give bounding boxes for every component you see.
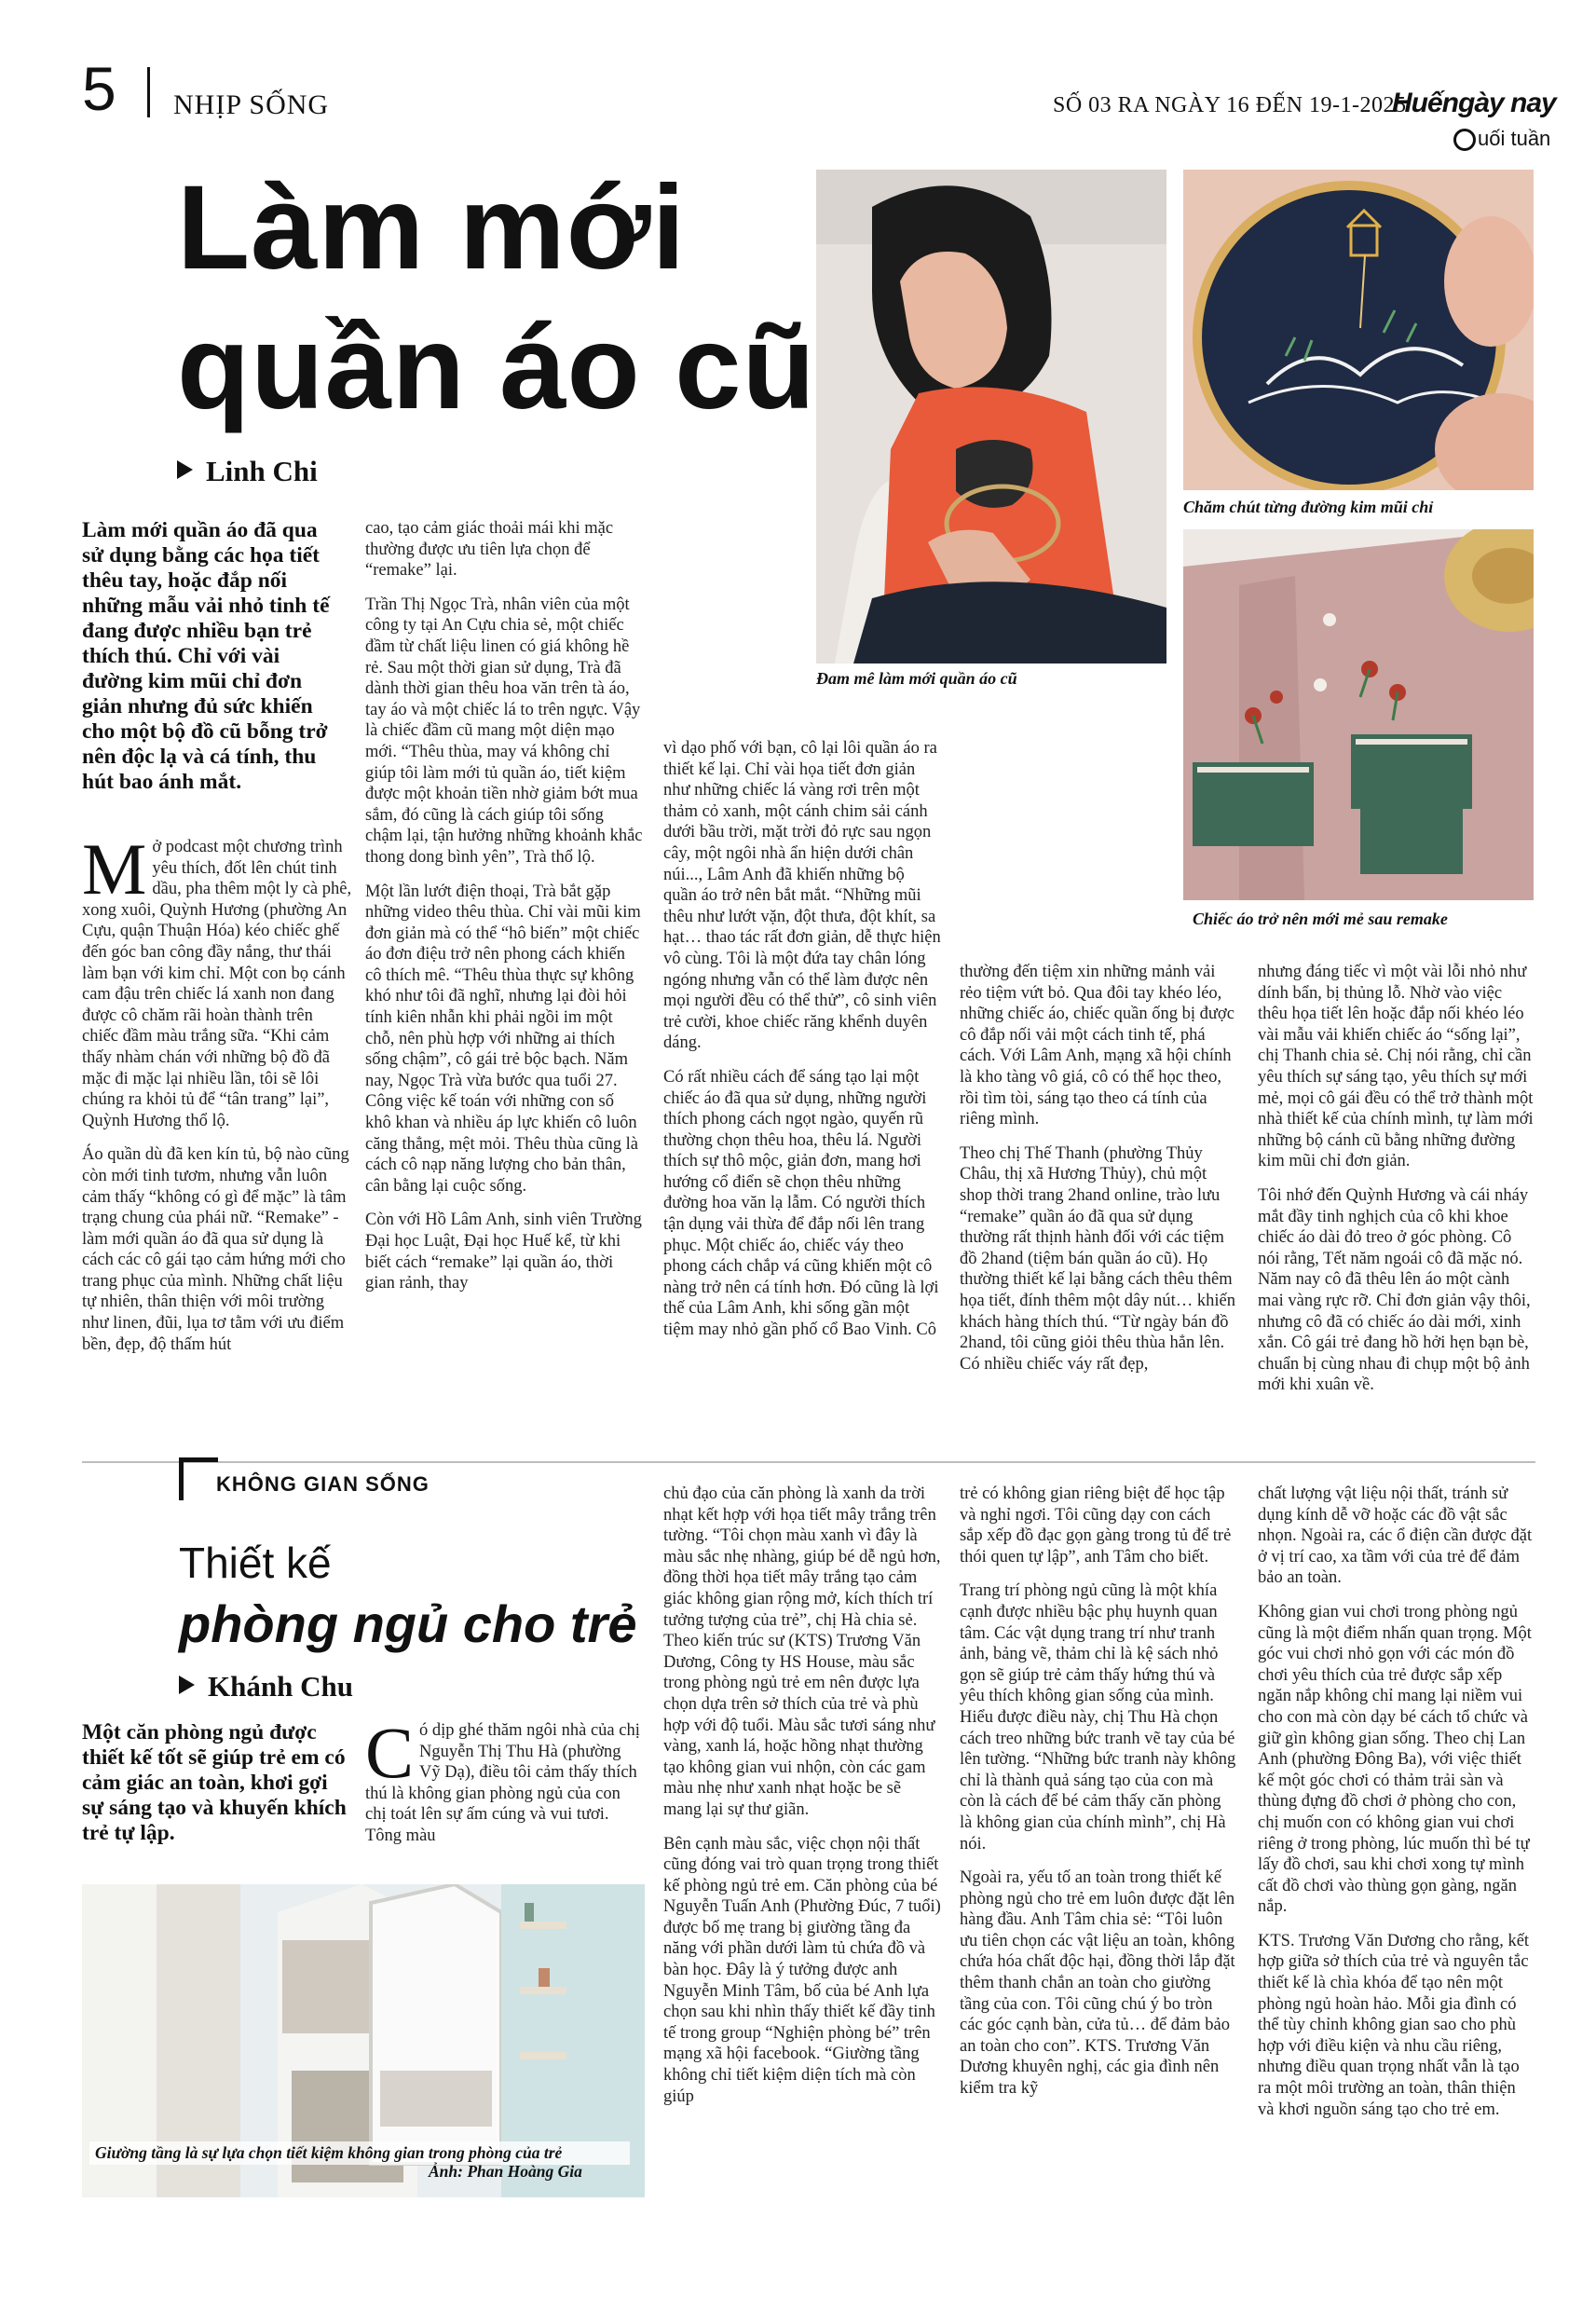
paragraph: Trần Thị Ngọc Trà, nhân viên của một công ty tại An Cựu chia sẻ, một chiếc đầm từ chất liệu linen có giá không hề rẻ. Sau một thời gian sử dụng, Trà đã dành thời gian thêu hoa văn trên tà áo, tay áo và một chiếc lá to trên ngực. Vậy là chiếc đầm cũ mang một diện mạo mới. “Thêu thùa, may vá không chỉ giúp tôi làm mới tủ quần áo, tiết kiệm được một khoản tiền nhờ giảm bớt mua sắm, đó cũng là cách giúp tôi sống chậm lại, tận hưởng những khoảnh khắc thong dong bình yên”, Trà thổ lộ. (365, 595, 643, 867)
brand-logo: Huếngày nay (1392, 88, 1556, 118)
paragraph: Tôi nhớ đến Quỳnh Hương và cái nháy mắt đầy tinh nghịch của cô khi khoe chiếc áo dài đỏ treo ở góc phòng. Cô nói rằng, Tết năm ngoái cô đã mặc nó. Năm nay cô đã thêu lên áo một cành mai vàng rực rỡ. Chỉ đơn giản vậy thôi, nhưng cô đã có chiếc áo dài mới, xinh xắn. Cô gái trẻ đang hồ hởi hẹn bạn bè, chuẩn bị cùng nhau đi chụp một bộ ảnh mới khi xuân về. (1258, 1185, 1531, 1395)
paragraph: Trang trí phòng ngủ cũng là một khía cạnh được nhiều bậc phụ huynh quan tâm. Các vật dụng trang trí như tranh ảnh, bảng vẽ, thảm chỉ là kệ sách nhỏ gọn sẽ giúp trẻ cảm thấy hứng thú và yêu thích không gian sống của mình. Hiểu được điều này, chị Thu Hà chọn cách treo những bức tranh vẽ tay của bé lên tường. “Những bức tranh này không chỉ là thành quả sáng tạo của con mà còn là cách để bé cảm thấy căn phòng là không gian của chính mình”, chị Hà nói. (960, 1581, 1236, 1854)
paragraph: Không gian vui chơi trong phòng ngủ cũng là một điểm nhấn quan trọng. Một góc vui chơi nhỏ gọn với các món đồ chơi yêu thích của trẻ được sắp xếp ngăn nắp không chỉ mang lại niềm vui cho con mà còn dạy bé cách tổ chức và giữ gìn không gian sống. Theo chị Lan Anh (phường Đông Ba), với việc thiết kế một góc chơi có thảm trải sàn và thùng đựng đồ chơi ở phòng cho con, chị muốn con có không gian vui chơi riêng ở trong phòng, lúc muốn thì bé tự lấy đồ chơi, sau khi chơi xong tự mình cất đồ chơi vào thùng gọn gàng, ngăn nắp. (1258, 1602, 1532, 1917)
brand-sub-text: uối tuần (1478, 127, 1551, 150)
caption-bedroom: Giường tầng là sự lựa chọn tiết kiệm không gian trong phòng của trẻ (89, 2141, 630, 2165)
dropcap: C (365, 1712, 415, 1793)
paragraph: vì dạo phố với bạn, cô lại lôi quần áo ra thiết kế lại. Chỉ vài họa tiết đơn giản như những chiếc lá vàng rơi trên một thảm cỏ xanh, một cánh chim sải cánh dưới bầu trời, mặt trời đỏ rực sau ngọn cây, một ngôi nhà ẩn hiện dưới chân núi..., Lâm Anh đã khiến những bộ quần áo trở nên bắt mắt. “Những mũi thêu như lướt vặn, đột thưa, đột khít, sa hạt… thao tác rất đơn giản, dễ thực hiện vô cùng. Tôi là một đứa tay chân lóng ngóng nhưng vẫn có thể làm được nên mọi người đều có thể thử”, cô sinh viên trẻ cười, khoe chiếc răng khểnh duyên dáng. (663, 739, 941, 1053)
story1-column-4 (960, 962, 1237, 1388)
story1-column-5 (1258, 962, 1535, 1409)
brand-sub (1453, 127, 1550, 151)
paragraph: ở podcast một chương trình yêu thích, đốt lên chút tinh dầu, pha thêm một ly cà phê, xong xuôi, Quỳnh Hương (phường An Cựu, quận Thuận Hóa) kéo chiếc ghế đến góc ban công đầy nắng, thư thái làm bạn với kim chỉ. Một con bọ cánh cam đậu trên chiếc lá xanh non đang được cô chăm rãi hoàn thành trên chiếc đầm màu trắng sữa. “Khi cảm thấy nhàm chán với những bộ đồ đã mặc đi mặc lại nhiều lần, tôi sẽ lôi chúng ra khỏi tủ để “tân trang” lại”, Quỳnh Hương thổ lộ. (82, 838, 352, 1130)
paragraph: trẻ có không gian riêng biệt để học tập và nghỉ ngơi. Tôi cũng dạy con cách sắp xếp đồ đạc gọn gàng trong tủ để trẻ thói quen tự lập”, anh Tâm cho biết. (960, 1484, 1232, 1566)
caption-shirt: Chiếc áo trở nên mới mẻ sau remake (1193, 910, 1448, 928)
photo-credit: Ảnh: Phan Hoàng Gia (429, 2162, 582, 2181)
caption-hoop: Chăm chút từng đường kim mũi chỉ (1183, 498, 1434, 516)
story1-column-2 (365, 518, 643, 1307)
story1-headline (177, 158, 829, 438)
photo-woman-embroidering (816, 170, 1166, 664)
paragraph: cao, tạo cảm giác thoải mái khi mặc thường được ưu tiên lựa chọn để “remake” lại. (365, 519, 614, 581)
paragraph: Một lần lướt điện thoại, Trà bắt gặp những video thêu thùa. Chỉ vài mũi kim đơn giản mà có thể “hô biến” một chiếc áo đơn điệu trở nên phong cách khiến cô thích mê. “Thêu thùa thực sự không khó như tôi đã nghĩ, nhưng lại đòi hỏi tính kiên nhẫn khi phải ngồi im một chỗ, nên phù hợp với những ai thích sống chậm”, cô gái trẻ bộc bạch. Năm nay, Ngọc Trà vừa bước qua tuổi 27. Công việc kế toán với những con số khô khan và nhiều áp lực khiến cô luôn căng thẳng, mệt mỏi. Thêu thùa cũng là cách cô nạp năng lượng cho bản thân, cân bằng lại cuộc sống. (365, 882, 641, 1196)
photo-woman-svg (816, 170, 1166, 664)
paragraph: Có rất nhiều cách để sáng tạo lại một chiếc áo đã qua sử dụng, những người thích phong cách ngọt ngào, quyến rũ thường chọn thêu hoa, thêu lá. Người thích sự thô mộc, giản đơn, mang hơi hướng cổ điển sẽ chọn thêu những đường hoa văn lạ lẫm. Có người thích tận dụng vải thừa để đắp nối lên trang phục. Một chiếc áo, chiếc váy theo phong cách chắp vá cũng khiến một cô nàng trở nên cá tính hơn. Đó cũng là lợi thế của Lâm Anh, khi sống gần một tiệm may nhỏ gần phố cổ Bao Vinh. Cô (663, 1067, 939, 1340)
story2-column-4 (960, 1484, 1237, 2113)
photo-shirt-svg (1183, 529, 1534, 900)
paragraph: KTS. Trương Văn Dương cho rằng, kết hợp giữa sở thích của trẻ và nguyên tắc thiết kế là chìa khóa để tạo nên một phòng ngủ hoàn hảo. Mỗi gia đình có thể tùy chỉnh không gian sao cho phù hợp với điều kiện và nhu cầu riêng, nhưng điều quan trọng nhất vẫn là tạo ra một môi trường an toàn, thân thiện và khơi nguồn sáng tạo cho trẻ em. (1258, 1931, 1530, 2119)
paragraph: ó dịp ghé thăm ngôi nhà của chị Nguyễn Thị Thu Hà (phường Vỹ Dạ), điều tôi cảm thấy thích thú là không gian phòng ngủ của con chị toát lên sự ấm cúng và vui tươi. Tông màu (365, 1721, 640, 1845)
paragraph: Còn với Hồ Lâm Anh, sinh viên Trường Đại học Luật, Đại học Huế kể, từ khi biết cách “remake” lại quần áo, thời gian rảnh, thay (365, 1211, 642, 1293)
section-title: NHỊP SỐNG (173, 89, 330, 120)
story1-column-3 (663, 738, 941, 1354)
paragraph: chất lượng vật liệu nội thất, tránh sử dụng kính dễ vỡ hoặc các đồ vật sắc nhọn. Ngoài ra, các ổ điện cần được đặt ở vị trí cao, xa tầm với của trẻ để đảm bảo an toàn. (1258, 1484, 1533, 1588)
play-icon (177, 460, 193, 479)
caption-woman: Đam mê làm mới quần áo cũ (816, 669, 1017, 688)
dropcap: M (82, 828, 147, 910)
paragraph: nhưng đáng tiếc vì một vài lỗi nhỏ như dính bẩn, bị thủng lỗ. Nhờ vào việc thêu họa tiết lên hoặc đắp nối khéo léo vài mẫu vải khiến chiếc áo “sống lại”, chị Thanh chia sẻ. Chị nói rằng, chỉ cần yêu thích sự sáng tạo, yêu thích sự mới mẻ, mọi cô gái đều có thể trở thành một nhà thiết kế của chính mình, tự làm mới những bộ cánh cũ bằng những đường kim mũi chỉ đơn giản. (1258, 963, 1534, 1171)
story1-byline (177, 455, 318, 488)
section-corner-icon (179, 1457, 218, 1500)
issue-date: SỐ 03 RA NGÀY 16 ĐẾN 19-1-2025 (1053, 93, 1407, 117)
paragraph: Ngoài ra, yếu tố an toàn trong thiết kế phòng ngủ cho trẻ em luôn được đặt lên hàng đầu. Anh Tâm chia sẻ: “Tôi luôn ưu tiên chọn các vật liệu an toàn, không chứa hóa chất độc hại, đồng thời lắp đặt thêm thanh chắn an toàn cho giường tầng của con. Tôi cũng chú ý bo tròn các góc cạnh bàn, cửa tủ… để đảm bảo an toàn cho con”. KTS. Trương Văn Dương khuyên nghị, các gia đình nên kiểm tra kỹ (960, 1868, 1235, 2099)
photo-hoop-svg (1183, 170, 1534, 490)
paragraph: Theo chị Thế Thanh (phường Thủy Châu, thị xã Hương Thủy), chủ một shop thời trang 2hand online, trào lưu “remake” quần áo đã qua sử dụng thường rất thịnh hành đối với các tiệm đồ 2hand (tiệm bán quần áo cũ). Họ thường thiết kế lại bằng cách thêu thêm họa tiết, đính thêm một dây nút… khiến khách hàng thích thú. “Từ ngày bán đồ 2hand, tôi cũng giỏi thêu thùa hẳn lên. Có nhiều chiếc váy rất đẹp, (960, 1143, 1235, 1374)
photo-remade-shirt (1183, 529, 1534, 900)
story1-author: Linh Chi (206, 455, 318, 487)
story2-headline-line1: Thiết kế (179, 1539, 332, 1587)
story2-column-5 (1258, 1484, 1535, 2133)
brand-c-icon (1453, 129, 1476, 151)
paragraph: thường đến tiệm xin những mảnh vải rẻo tiệm vứt bỏ. Qua đôi tay khéo léo, những chiếc áo, chiếc quần ống bị được cô đắp nối vải một cách tinh tế, phá cách. Với Lâm Anh, mạng xã hội chính là kho tàng vô giá, cô có thể học theo, rồi tìm tòi, sáng tạo theo cá tính của riêng mình. (960, 963, 1235, 1129)
story1-column-1 (82, 828, 352, 1368)
paragraph: chủ đạo của căn phòng là xanh da trời nhạt kết hợp với họa tiết mây trắng trên tường. “Tôi chọn màu xanh vì đây là màu sắc nhẹ nhàng, giúp bé dễ ngủ hơn, đồng thời họa tiết mây trắng tạo cảm giác không gian rộng mở, kích thích trí tưởng tượng của trẻ”, chị Hà chia sẻ. Theo kiến trúc sư (KTS) Trương Văn Dương, Công ty HS House, màu sắc trong phòng ngủ trẻ em nên được lựa chọn dựa trên sở thích của trẻ và phù hợp với độ tuổi. Màu sắc tươi sáng như vàng, xanh lá, hoặc hồng nhạt thường tạo không gian vui nhộn, còn các gam màu nhẹ như xanh nhạt hoặc be sẽ mang lại sự thư giãn. (663, 1484, 941, 1819)
story2-column-2 (365, 1712, 643, 1860)
paragraph: Áo quần dù đã ken kín tủ, bộ nào cũng còn mới tinh tươm, nhưng vẫn luôn cảm thấy “không có gì để mặc” là tâm trạng chung của phái nữ. “Remake” - làm mới quần áo đã qua sử dụng là cách các cô gái tạo cảm hứng mới cho trang phục của mình. Những chất liệu tự nhiên, thân thiện với môi trường như linen, đũi, lụa tơ tằm với ưu điểm bền, đẹp, độ thấm hút (82, 1145, 349, 1354)
story2-lead: Một căn phòng ngủ được thiết kế tốt sẽ giúp trẻ em có cảm giác an toàn, khơi gợi sự sáng tạo và khuyến khích trẻ tự lập. (82, 1720, 347, 1845)
section-divider (82, 1461, 1535, 1463)
story2-author: Khánh Chu (208, 1670, 353, 1703)
story1-headline-line1: Làm mới (177, 161, 687, 294)
play-icon (179, 1676, 195, 1694)
story2-section-label: KHÔNG GIAN SỐNG (216, 1472, 430, 1496)
story2-byline (179, 1670, 353, 1703)
story1-headline-line2: quần áo cũ (177, 301, 816, 434)
story2-headline-line2: phòng ngủ cho trẻ (179, 1594, 637, 1653)
story2-column-3 (663, 1484, 941, 2120)
paragraph: Bên cạnh màu sắc, việc chọn nội thất cũng đóng vai trò quan trọng trong thiết kế phòng ngủ trẻ em. Căn phòng của bé Nguyễn Tuấn Anh (Phường Đúc, 7 tuổi) được bố mẹ trang bị giường tầng đa năng với phần dưới làm tủ chứa đồ và bàn học. Đây là ý tưởng được anh Nguyễn Minh Tâm, bố của bé Anh lựa chọn sau khi nhìn thấy thiết kế đầy tinh tế trong group “Nghiện phòng bé” trên mạng xã hội facebook. “Giường tầng không chỉ tiết kiệm diện tích mà còn giúp (663, 1834, 941, 2106)
photo-embroidery-hoop (1183, 170, 1534, 490)
story1-lead: Làm mới quần áo đã qua sử dụng bằng các họa tiết thêu tay, hoặc đắp nối những mẫu vải nhỏ tinh tế đang được nhiều bạn trẻ thích thú. Chỉ với vài đường kim mũi chỉ đơn giản nhưng đủ sức khiến cho một bộ đồ cũ bỗng trở nên độc lạ và cá tính, thu hút bao ánh mắt. (82, 518, 330, 794)
header-divider (147, 67, 150, 117)
page-number: 5 (82, 54, 116, 123)
